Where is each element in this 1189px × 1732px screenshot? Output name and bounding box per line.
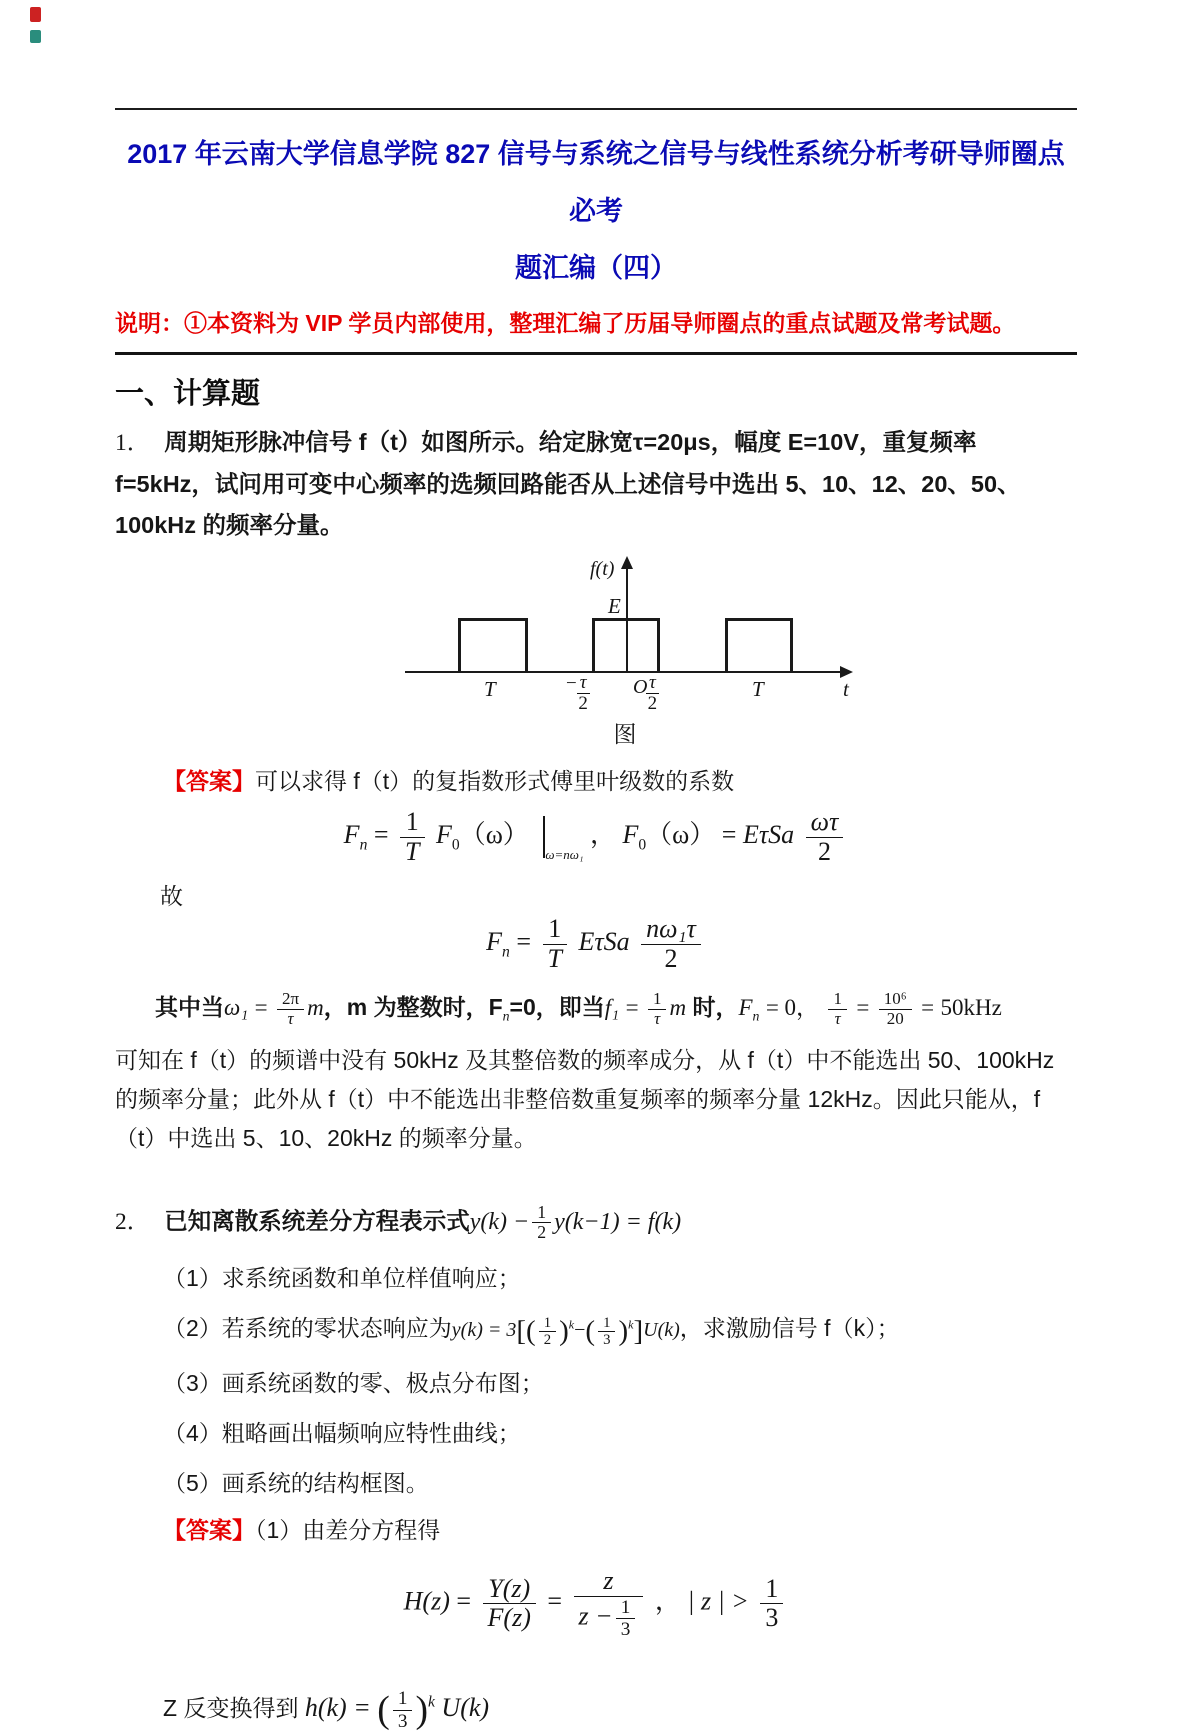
question-2-intro: 已知离散系统差分方程表示式 — [164, 1207, 470, 1234]
sub-n: n — [502, 943, 510, 961]
denominator-two: 2 — [578, 692, 588, 714]
pulse-train-plot — [390, 556, 860, 714]
sub-0: 0 — [638, 836, 647, 854]
exponent-k: k — [628, 1317, 634, 1332]
question-2-items — [115, 1260, 1077, 1498]
left-bracket: [ — [516, 1314, 527, 1347]
sub-n: n — [359, 836, 368, 854]
omega-arg: （ω） — [646, 820, 716, 850]
text-integer-condition: ，m 为整数时，F — [323, 994, 503, 1021]
text-qizhongdang: 其中当 — [155, 994, 224, 1021]
exponent-k: k — [568, 1317, 575, 1332]
answer-2-intro-text: （1）由差分方程得 — [255, 1517, 441, 1544]
question-1 — [115, 422, 1077, 546]
comma: ， — [654, 1586, 681, 1616]
var-F0: F — [436, 820, 452, 850]
fraction-1-over-tau: $\frac{1}{\tau}$ — [828, 990, 847, 1028]
fraction-1-over-3: $\frac{1}{3}$ — [760, 1575, 783, 1633]
connector-gu: 故 — [160, 883, 183, 910]
omega-arg: （ω） — [459, 820, 529, 850]
right-bracket: ] — [633, 1314, 644, 1347]
comma: ， — [589, 820, 616, 850]
z-inverse-text: Z 反变换得到 — [163, 1695, 299, 1722]
title-line-2: 题汇编（四） — [515, 253, 677, 283]
fraction-1-over-3: $\frac{1}{3}$ — [616, 1597, 636, 1640]
document-content — [115, 0, 1077, 1732]
minus-sign: − — [566, 673, 577, 694]
evaluation-subscript: ω=nω₁ — [545, 847, 584, 863]
text-jidang: =0，即当 — [509, 994, 605, 1021]
tick-label-T-left: T — [484, 677, 496, 701]
vip-notice: 说明：①本资料为 VIP 学员内部使用，整理汇编了历届导师圈点的重点试题及常考试题。 — [115, 310, 1016, 336]
equals-sign: = — [456, 1586, 472, 1616]
tick-label-pos-tau-half — [646, 673, 659, 714]
minus-sign: − — [574, 1319, 586, 1342]
origin-label: O — [633, 676, 648, 698]
answer-tag: 【答案】 — [163, 1517, 255, 1544]
right-paren: ) — [415, 1689, 428, 1732]
figure-amplitude-label: E — [608, 594, 621, 618]
answer-1-conclusion: 可知在 f（t）的频谱中没有 50kHz 及其整倍数的频率成分，从 f（t）中不能选出 50、100kHz 的频率分量；此外从 f（t）中不能选出非整倍数重复频率的频率分量 12kHz。因此只能从，f（t）中选出 5、10、20kHz 的频率分量。 — [115, 1046, 1055, 1151]
var-F0: F — [622, 820, 639, 850]
fraction-Yz-over-Fz: $\frac{Y(z)}{F(z)}$ — [483, 1575, 536, 1633]
answer-2-intro — [163, 1512, 1077, 1545]
fraction-1-over-T: $\frac{1}{T}$ — [400, 808, 424, 866]
equals-sign: = — [921, 995, 935, 1021]
q2-item-1: （1）求系统函数和单位样值响应； — [163, 1265, 521, 1292]
impulse-response-formula — [304, 1688, 490, 1732]
q2-item-2 — [163, 1310, 1077, 1348]
equals-sign: = — [254, 995, 268, 1021]
var-m: m — [307, 995, 324, 1021]
fraction-1-over-tau: $\frac{1}{\tau}$ — [648, 990, 667, 1028]
scan-artifact-teal — [30, 30, 41, 43]
section-heading: 一、计算题 — [115, 378, 261, 410]
sub-n: n — [752, 1008, 760, 1024]
q2-item-5: （5）画系统的结构框图。 — [163, 1470, 429, 1497]
formula-fourier-coefficient — [115, 808, 1077, 866]
figure-ylabel: f(t) — [590, 558, 615, 580]
var-F: F — [738, 995, 753, 1021]
equals-sign: = — [856, 995, 870, 1021]
right-paren: ) — [559, 1314, 569, 1347]
var-omega1: ω₁ — [224, 995, 249, 1021]
q2-item-2-post: ，求激励信号 f（k）； — [679, 1315, 900, 1342]
document-title — [115, 126, 1077, 297]
fraction-z-over-z-minus-third: z z − $\frac{1}{3}$ — [574, 1567, 644, 1640]
left-paren: ( — [526, 1314, 536, 1347]
q2-item-4: （4）粗略画出幅频响应特性曲线； — [163, 1420, 521, 1447]
answer-1-intro-text: 可以求得 f（t）的复指数形式傅里叶级数的系数 — [255, 768, 735, 794]
roc-condition: | z | > — [687, 1586, 749, 1616]
var-f1: f₁ — [604, 995, 620, 1021]
difference-equation: y(k) − $\frac{1}{2}$ y(k−1) = f(k) — [469, 1201, 682, 1243]
left-paren: ( — [377, 1689, 390, 1732]
tau-symbol: τ — [577, 673, 590, 694]
fraction-1-over-2: $\frac{1}{2}$ — [539, 1315, 556, 1349]
figure-caption: 图 — [613, 721, 637, 747]
fraction-1e6-over-20: $\frac{\text{10⁶}}{20}$ — [879, 990, 912, 1028]
tick-label-T-right: T — [752, 677, 764, 701]
unit-step-U: U(k) — [643, 1319, 680, 1342]
EtSa-term: EτSa — [742, 820, 795, 850]
divider-notice — [115, 352, 1077, 355]
formula-system-function — [115, 1567, 1077, 1640]
fraction-1-over-2: $\frac{1}{2}$ — [532, 1203, 551, 1243]
question-1-text: 周期矩形脉冲信号 f（t）如图所示。给定脉宽τ=20μs，幅度 E=10V，重复频率 f=5kHz，试问用可变中心频率的选频回路能否从上述信号中选出 5、10、12、20、50、100kHz 的频率分量。 — [115, 429, 1021, 538]
fraction-2pi-over-tau: $\frac{2\pi}{\tau}$ — [277, 990, 304, 1028]
tau-symbol: τ — [646, 673, 659, 694]
var-m: m — [669, 995, 687, 1021]
var-F: F — [343, 820, 360, 850]
q2-item-2-pre: （2）若系统的零状态响应为 — [163, 1315, 452, 1342]
equals-zero: = 0， — [765, 995, 820, 1021]
sub-n: n — [502, 1008, 510, 1024]
answer-1-intro — [163, 763, 1077, 796]
equals-sign: = — [547, 1586, 563, 1616]
tick-label-neg-tau-half — [566, 673, 590, 714]
question-1-number: 1． — [115, 430, 151, 456]
formula-fn-result — [115, 915, 1077, 973]
equals-sign: = — [516, 927, 531, 957]
fraction-1-over-3: $\frac{1}{3}$ — [598, 1315, 615, 1349]
fraction-wt-over-2: $\frac{\omega\tau}{2}$ — [806, 808, 844, 866]
question-2 — [115, 1202, 1077, 1244]
text-shi: 时， — [692, 994, 739, 1021]
pulse-center — [592, 618, 660, 672]
equals-sign: = — [373, 820, 389, 850]
title-line-1: 2017 年云南大学信息学院 827 信号与系统之信号与线性系统分析考研导师圈点必考 — [127, 139, 1065, 226]
exponent-k: k — [428, 1693, 435, 1711]
divider-top — [115, 108, 1077, 110]
question-2-number: 2． — [115, 1208, 151, 1235]
pulse-right — [725, 618, 793, 672]
answer-2-final-line — [163, 1688, 1077, 1732]
var-Hz: H(z) — [403, 1586, 450, 1616]
figure-xlabel: t — [843, 677, 849, 701]
q2-item-3: （3）画系统函数的零、极点分布图； — [163, 1370, 544, 1397]
fraction-nw1t-over-2: $\frac{\text{nω₁τ}}{2}$ — [641, 915, 701, 973]
EtSa-term: EτSa — [578, 927, 630, 957]
answer-1-where-line — [155, 989, 1077, 1028]
left-paren: ( — [585, 1314, 596, 1347]
answer-tag: 【答案】 — [163, 768, 255, 794]
unit-step-U: U(k) — [441, 1693, 490, 1723]
equals-sign: = — [625, 995, 639, 1021]
sub-0: 0 — [451, 836, 460, 854]
var-F: F — [486, 927, 503, 957]
result-50khz: 50kHz — [940, 995, 1002, 1021]
denominator-two: 2 — [647, 692, 658, 714]
pulse-left — [458, 618, 528, 672]
equals-sign: = — [721, 820, 737, 850]
var-hk: h(k) = — [304, 1693, 371, 1723]
figure-1 — [115, 556, 1077, 749]
right-paren: ) — [618, 1314, 629, 1347]
y-axis-arrow-icon — [621, 556, 633, 569]
scan-artifact-red — [30, 7, 41, 22]
zero-state-response-formula: y(k) = 3[( $\frac{1}{2}$ )$^k$−( $\frac{1}{3}$ )$^k$]U(k) — [451, 1314, 680, 1348]
fraction-1-over-T: $\frac{1}{T}$ — [543, 915, 567, 973]
fraction-1-over-3: $\frac{1}{3}$ — [393, 1688, 413, 1731]
